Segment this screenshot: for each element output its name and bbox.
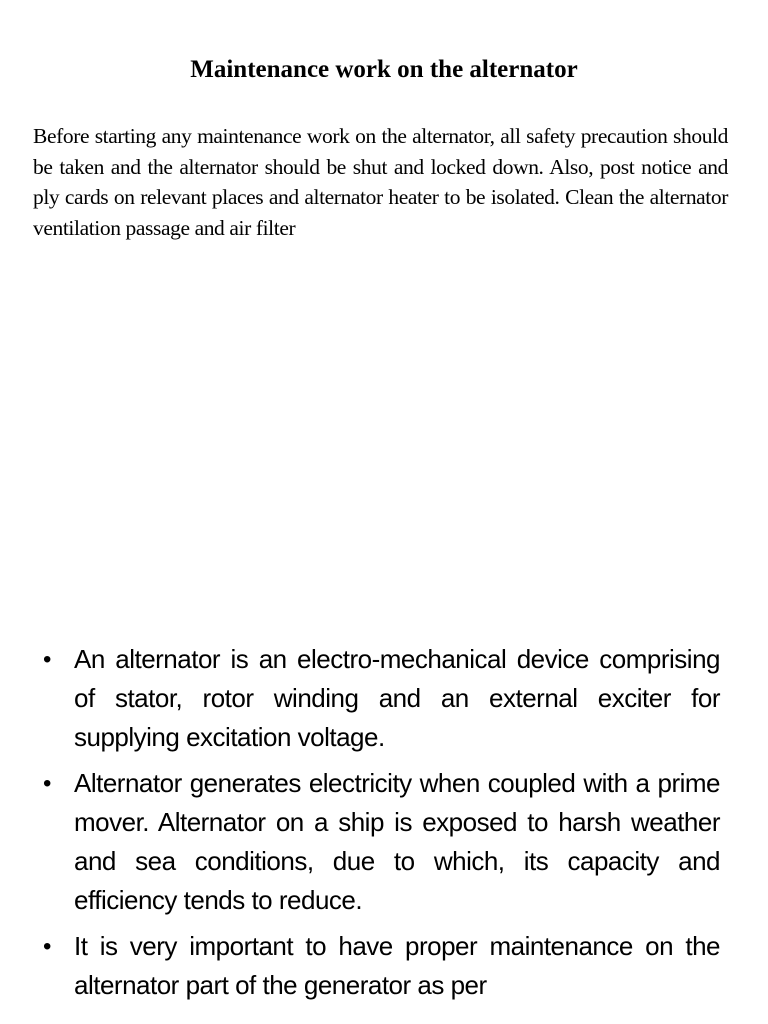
bullet-text: An alternator is an electro-mechanical device comprising of stator, rotor winding and an external exciter for supplying excitation voltage. bbox=[74, 644, 720, 752]
bullet-text: Alternator generates electricity when coupled with a prime mover. Alternator on a ship is exposed to harsh weather and sea conditions, due to which, its capacity and efficiency tends to reduce. bbox=[74, 768, 720, 915]
bullet-icon: • bbox=[43, 770, 51, 797]
bullet-icon: • bbox=[43, 646, 51, 673]
page-title: Maintenance work on the alternator bbox=[190, 56, 578, 83]
intro-paragraph: Before starting any maintenance work on the alternator, all safety precaution should be taken and the alternator should be shut and locked down. Also, post notice and ply cards on relevant places and alternator heater to be isolated. Clean the alternator ventilation passage and air filter bbox=[33, 124, 728, 240]
bullet-item bbox=[40, 764, 720, 920]
bullet-text: It is very important to have proper maintenance on the alternator part of the generator as per bbox=[74, 931, 720, 1000]
bullet-icon: • bbox=[43, 933, 51, 960]
bullet-item bbox=[40, 927, 720, 1005]
bullet-list bbox=[40, 640, 720, 1012]
bullet-item bbox=[40, 640, 720, 757]
